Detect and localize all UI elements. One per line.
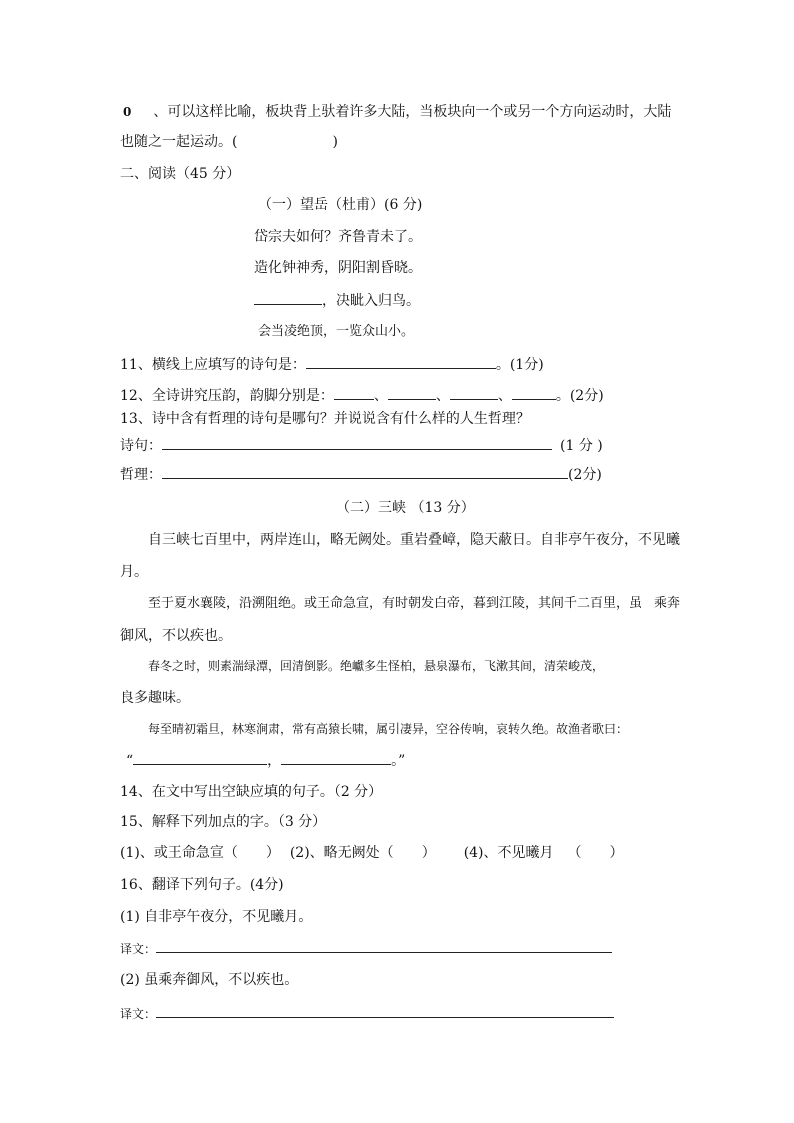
question-13-text: 13、诗中含有哲理的诗句是哪句？并说说含有什么样的人生哲理？ [120,411,530,427]
paren-close: ） [609,845,624,861]
question-11-answer-blank[interactable] [306,354,496,369]
question-12-text: 12、全诗讲究压韵，韵脚分别是： [120,388,334,404]
sanxia-paragraph-2a-end: 乘奔 [654,596,681,611]
paren-close: ） [421,845,436,861]
question-12 [120,385,604,406]
question-11 [120,354,544,375]
question-10-line-2 [120,132,338,152]
question-16: 16、翻译下列句子。(4分) [120,877,284,893]
question-13-poem-answer[interactable] [162,435,552,450]
sanxia-heading: （二）三峡 （13 分） [336,500,475,516]
rhyme-blank-4[interactable] [512,385,556,400]
sanxia-paragraph-3a: 春冬之时，则素湍绿潭，回清倒影。绝巘多生怪柏，悬泉瀑布，飞漱其间，清荣峻茂， [148,659,605,673]
question-13-poem-line [120,435,603,456]
rhyme-blank-3[interactable] [450,385,498,400]
question-15-item-3: (4)、不见曦月 [463,845,554,861]
sanxia-paragraph-4a: 每至晴初霜旦，林寒涧肃，常有高猿长啸，属引凄异，空谷传响，哀转久绝。故渔者歌曰： [148,722,629,736]
separator: 、 [435,388,450,404]
translation-answer-1[interactable] [156,938,612,953]
quote-close: 。” [391,753,406,769]
question-10-text: 、可以这样比喻，板块背上驮着许多大陆，当板块向一个或另一个方向运动时，大陆 [153,104,672,120]
question-10-text-2: 也随之一起运动。( [120,134,238,150]
poem-line-4: 会当凌绝顶，一览众山小。 [258,324,415,339]
question-16-sentence-1: (1) 自非亭午夜分，不见曦月。 [120,909,313,925]
poem-line-2: 造化钟神秀，阴阳割昏晓。 [254,260,422,276]
paren-close: ） [265,845,280,861]
question-16-sentence-2: (2) 虽乘奔御风，不以疾也。 [120,972,299,988]
philosophy-label: 哲理： [120,467,162,483]
poem-blank[interactable] [254,290,322,305]
fisherman-song-blank-1[interactable] [133,750,267,765]
translation-line-2 [120,1003,614,1024]
paren-open: （ [567,845,582,861]
question-11-score: 。(1分) [495,357,544,373]
translation-answer-2[interactable] [156,1003,614,1018]
poem-heading: （一）望岳（杜甫）(6 分) [258,197,423,213]
translation-label-1: 译文： [120,942,157,956]
translation-label-2: 译文： [120,1007,157,1021]
question-14: 14、在文中写出空缺应填的句子。（2 分） [120,784,383,800]
poem-line-3-text: ，决眦入归鸟。 [322,293,420,309]
section-2-title: 二、阅读（45 分） [120,166,241,182]
rhyme-blank-1[interactable] [334,385,374,400]
question-10-number: 0 [123,105,132,119]
poem-line-3 [254,290,420,311]
quote-comma: ， [267,753,282,769]
sanxia-paragraph-1a: 自三峡七百里中，两岸连山，略无阙处。重岩叠嶂，隐天蔽日。自非亭午夜分，不见曦 [148,532,680,548]
sanxia-paragraph-2a-text: 至于夏水襄陵，沿溯阻绝。或王命急宣，有时朝发白帝，暮到江陵，其间千二百里，虽 [148,596,643,611]
question-15: 15、解释下列加点的字。（3 分） [120,814,327,830]
question-13-philosophy-line [120,464,602,485]
question-10-paren-close: ) [332,134,338,150]
question-15-item-2: (2)、略无阙处（ [289,845,394,861]
sanxia-paragraph-3b: 良多趣味。 [120,690,190,706]
question-15-item-1: (1)、或王命急宣（ [120,845,238,861]
question-13-score-a: (1 分 ) [560,438,603,454]
translation-line-1 [120,938,612,959]
question-15-items [120,843,624,863]
question-10-line-1 [123,102,671,122]
poem-line-1: 岱宗夫如何？齐鲁青未了。 [254,229,422,245]
sanxia-paragraph-1b: 月。 [120,564,148,580]
poem-line-label: 诗句： [120,438,162,454]
question-12-score: 。(2分) [555,388,604,404]
fisherman-song-blank-2[interactable] [281,750,391,765]
question-13-score-b: (2分) [568,467,602,483]
sanxia-paragraph-4b [126,750,405,771]
sanxia-paragraph-2a [148,594,680,614]
rhyme-blank-2[interactable] [388,385,436,400]
question-11-text: 11、横线上应填写的诗句是： [120,357,306,373]
question-13-philosophy-answer[interactable] [162,464,568,479]
separator: 、 [497,388,512,404]
quote-open: “ [126,753,134,769]
sanxia-paragraph-2b: 御风，不以疾也。 [120,628,232,644]
separator: 、 [373,388,388,404]
